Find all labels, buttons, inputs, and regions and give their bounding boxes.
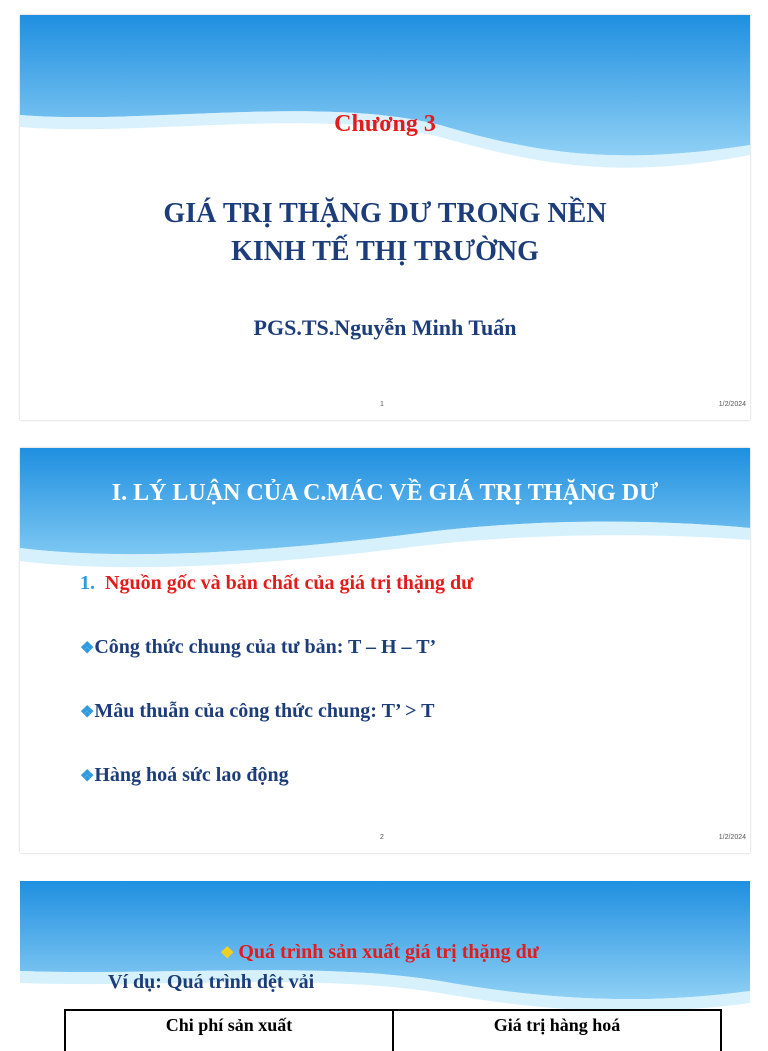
slide-1 (20, 15, 750, 420)
author-name: PGS.TS.Nguyễn Minh Tuấn (253, 315, 517, 340)
section-heading: I. LÝ LUẬN CỦA C.MÁC VỀ GIÁ TRỊ THẶNG DƯ (111, 480, 659, 506)
subheading (220, 941, 539, 964)
slide-3 (20, 881, 750, 1035)
item-text: Nguồn gốc và bản chất của giá trị thặng dư (105, 572, 474, 594)
title-line-1: GIÁ TRỊ THẶNG DƯ TRONG NỀN (163, 198, 607, 229)
slide-date: 1/2/2024 (718, 401, 746, 408)
bullet-item (80, 700, 434, 723)
bullet-text: Mâu thuẫn của công thức chung: T’ > T (94, 700, 435, 722)
diamond-bullet-icon: ❖ (80, 704, 95, 721)
bullet-text: Hàng hoá sức lao động (94, 764, 289, 786)
comparison-table (64, 1009, 722, 1051)
slide-date: 1/2/2024 (718, 834, 746, 841)
bullet-text: Công thức chung của tư bản: T – H – T’ (94, 636, 437, 658)
numbered-item (80, 572, 473, 595)
slide-title (20, 195, 750, 271)
diamond-bullet-icon: ❖ (80, 640, 95, 657)
subheading-text: Quá trình sản xuất giá trị thặng dư (238, 941, 539, 963)
diamond-bullet-icon: ❖ (80, 768, 95, 785)
table-header-cell: Giá trị hàng hoá (392, 1011, 720, 1051)
slide-2-wave-banner (20, 448, 750, 588)
page-number: 1 (380, 401, 384, 408)
example-label: Ví dụ: Quá trình dệt vải (108, 971, 315, 993)
bullet-item (80, 636, 436, 659)
page-number: 2 (380, 834, 384, 841)
title-line-2: KINH TẾ THỊ TRƯỜNG (231, 236, 539, 267)
slide-1-wave-banner (20, 15, 750, 175)
bullet-item (80, 764, 289, 787)
diamond-bullet-icon: ❖ (220, 945, 235, 962)
table-header-cell: Chi phí sản xuất (165, 1015, 293, 1035)
slide-2 (20, 448, 750, 853)
item-number: 1. (80, 572, 95, 594)
chapter-label: Chương 3 (334, 111, 436, 137)
